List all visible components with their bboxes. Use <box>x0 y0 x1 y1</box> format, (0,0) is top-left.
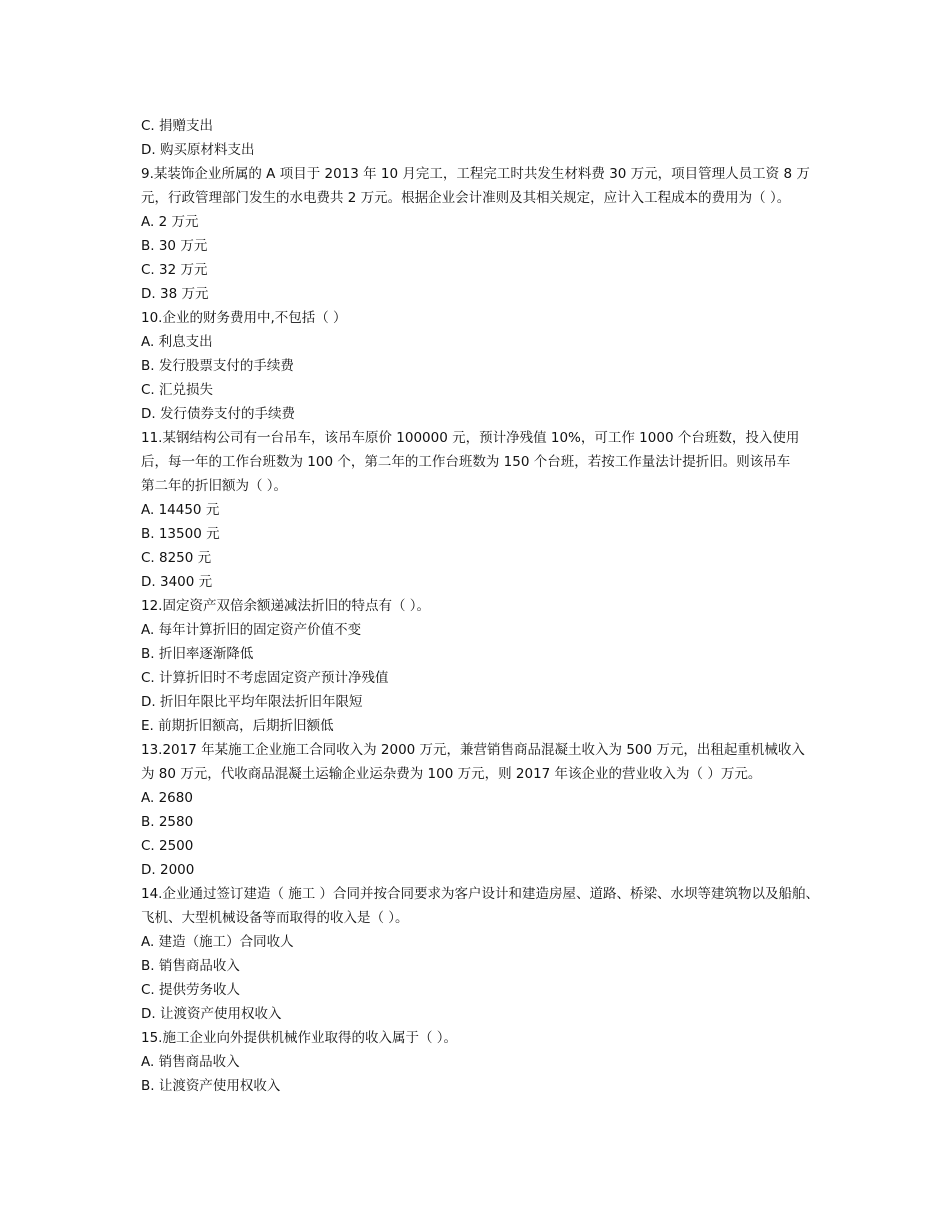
text-line: A. 建造（施工）合同收人 <box>141 934 294 950</box>
text-line: D. 发行债券支付的手续费 <box>141 406 295 422</box>
text-line: C. 捐赠支出 <box>141 118 214 134</box>
text-line: 9.某装饰企业所属的 A 项目于 2013 年 10 月完工，工程完工时共发生材料费 30 万元，项目管理人员工资 8 万 <box>141 166 810 182</box>
text-line: 11.某钢结构公司有一台吊车，该吊车原价 100000 元，预计净残值 10%，可工作 1000 个台班数，投入使用 <box>141 430 800 446</box>
text-line: D. 2000 <box>141 862 195 878</box>
text-line: B. 2580 <box>141 814 194 830</box>
text-line: 13.2017 年某施工企业施工合同收入为 2000 万元，兼营销售商品混凝土收入为 500 万元，出租起重机械收入 <box>141 742 805 758</box>
text-line: D. 折旧年限比平均年限法折旧年限短 <box>141 694 363 710</box>
question-list <box>141 114 821 1098</box>
text-line: A. 2680 <box>141 790 193 806</box>
text-line: 后，每一年的工作台班数为 100 个，第二年的工作台班数为 150 个台班，若按工作量法计提折旧。则该吊车 <box>141 454 791 470</box>
text-line: E. 前期折旧额高，后期折旧额低 <box>141 718 334 734</box>
text-line: C. 32 万元 <box>141 262 208 278</box>
text-line: 元，行政管理部门发生的水电费共 2 万元。根据企业会计准则及其相关规定，应计入工程成本的费用为（ ）。 <box>141 190 791 206</box>
text-line: D. 让渡资产使用权收入 <box>141 1006 282 1022</box>
text-line: D. 购买原材料支出 <box>141 142 255 158</box>
text-line: B. 销售商品收入 <box>141 958 240 974</box>
text-line: 12.固定资产双倍余额递减法折旧的特点有（ ）。 <box>141 598 431 614</box>
text-line: 飞机、大型机械设备等而取得的收入是（ ）。 <box>141 910 409 926</box>
text-line: 15.施工企业向外提供机械作业取得的收入属于（ ）。 <box>141 1030 458 1046</box>
text-line: 14.企业通过签订建造（ 施工 ）合同并按合同要求为客户设计和建造房屋、道路、桥梁、水坝等建筑物以及船舶、 <box>141 886 820 902</box>
text-line: A. 利息支出 <box>141 334 213 350</box>
text-line: C. 计算折旧时不考虑固定资产预计净残值 <box>141 670 389 686</box>
text-line: B. 30 万元 <box>141 238 208 254</box>
text-line: 第二年的折旧额为（ ）。 <box>141 478 288 494</box>
text-line: A. 2 万元 <box>141 214 199 230</box>
text-line: B. 发行股票支付的手续费 <box>141 358 294 374</box>
text-line: C. 汇兑损失 <box>141 382 214 398</box>
text-line: A. 销售商品收入 <box>141 1054 240 1070</box>
text-line: B. 折旧率逐渐降低 <box>141 646 254 662</box>
text-line: D. 38 万元 <box>141 286 209 302</box>
text-line: C. 8250 元 <box>141 550 212 566</box>
text-line: C. 2500 <box>141 838 194 854</box>
text-line: A. 每年计算折旧的固定资产价值不变 <box>141 622 362 638</box>
text-line: C. 提供劳务收人 <box>141 982 241 998</box>
text-line: A. 14450 元 <box>141 502 220 518</box>
text-line: 10.企业的财务费用中,不包括（ ） <box>141 310 347 326</box>
text-line: B. 让渡资产使用权收入 <box>141 1078 281 1094</box>
text-line: 为 80 万元，代收商品混凝土运输企业运杂费为 100 万元，则 2017 年该企业的营业收入为（ ）万元。 <box>141 766 762 782</box>
text-line: D. 3400 元 <box>141 574 213 590</box>
text-line: B. 13500 元 <box>141 526 220 542</box>
